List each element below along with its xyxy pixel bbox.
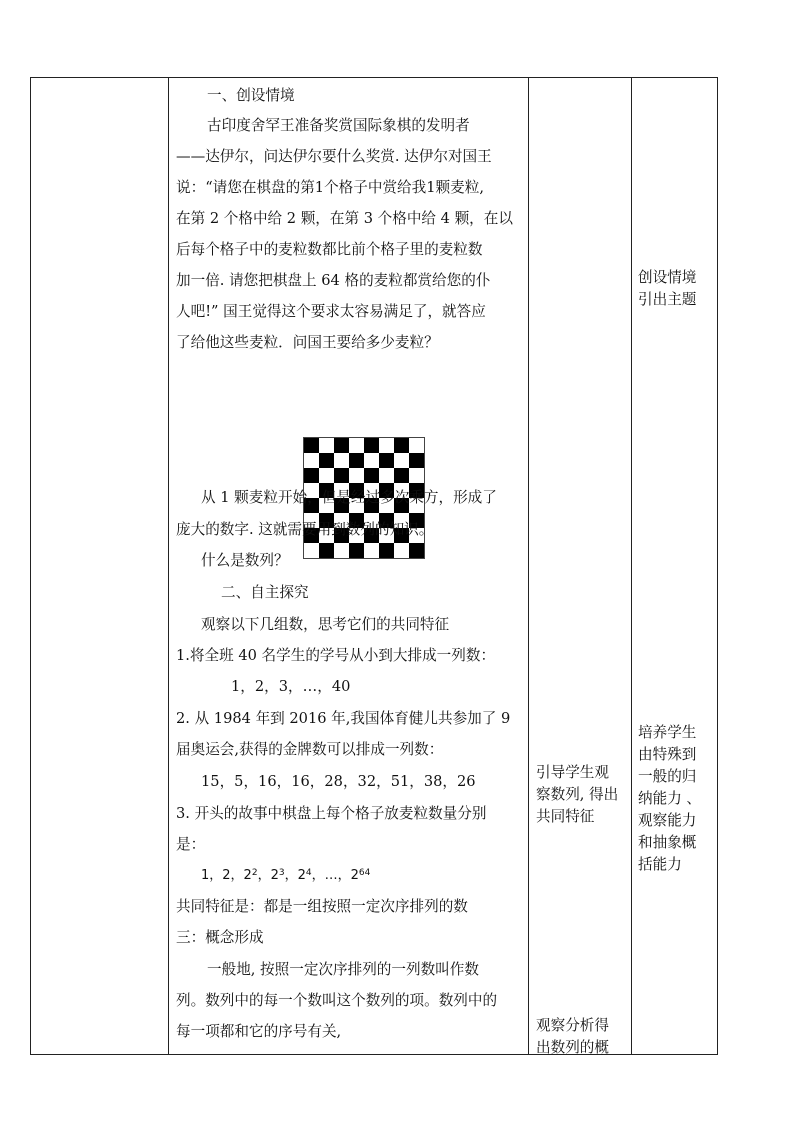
story-line: 在第 2 个格中给 2 颗，在第 3 个格中给 4 颗，在以	[176, 210, 513, 227]
column-divider	[168, 78, 169, 1054]
observe-prompt: 观察以下几组数，思考它们的共同特征	[201, 616, 450, 633]
story-line: 人吧!” 国王觉得这个要求太容易满足了，就答应	[176, 303, 486, 320]
example-1-values: 1，2，3，…，40	[231, 678, 351, 695]
column-divider	[528, 78, 529, 1054]
text-line: 庞大的数字. 这就需要用到数列的知识。	[176, 521, 434, 538]
design-intent-cultivate: 培养学生 由特殊到 一般的归 纳能力 、 观察能力 和抽象概 括能力	[638, 724, 702, 873]
example-1: 1.将全班 40 名学生的学号从小到大排成一列数：	[176, 647, 496, 664]
example-2: 届奥运会,获得的金牌数可以排成一列数：	[176, 741, 444, 758]
example-3: 是：	[176, 836, 206, 853]
section-heading-1: 一、创设情境	[207, 87, 295, 104]
design-intent-create: 创设情境 引出主题	[638, 269, 697, 308]
concept-line: 列。数列中的每一个数叫这个数列的项。数列中的	[176, 992, 498, 1009]
teacher-activity-guide: 引导学生观 察数列, 得出 共同特征	[536, 764, 619, 825]
column-divider	[631, 78, 632, 1054]
story-line: 加一倍. 请您把棋盘上 64 格的麦粒都赏给您的仆	[176, 272, 491, 289]
story-line: 说：“请您在棋盘的第1个格子中赏给我1颗麦粒,	[176, 179, 484, 196]
question: 什么是数列？	[201, 552, 289, 569]
concept-line: 每一项都和它的序号有关,	[176, 1023, 342, 1040]
section-heading-2: 二、自主探究	[221, 584, 309, 601]
story-line: 古印度舍罕王准备奖赏国际象棋的发明者	[207, 117, 470, 134]
example-2: 2. 从 1984 年到 2016 年,我国体育健儿共参加了 9	[176, 710, 511, 727]
lesson-table	[30, 77, 718, 1055]
section-heading-3: 三：概念形成	[176, 929, 264, 946]
story-line: 了给他这些麦粒．问国王要给多少麦粒？	[176, 334, 439, 351]
example-3: 3. 开头的故事中棋盘上每个格子放麦粒数量分别	[176, 805, 487, 822]
example-3-sequence: 1，2，$2^2$，$2^3$，$2^4$，…，$2^{64}$	[201, 868, 371, 883]
story-line: ——达伊尔，问达伊尔要什么奖赏. 达伊尔对国王	[176, 148, 492, 165]
concept-line: 一般地, 按照一定次序排列的一列数叫作数	[207, 961, 479, 978]
example-2-values: 15，5，16，16，28，32，51，38，26	[201, 773, 476, 790]
story-line: 后每个格子中的麦粒数都比前个格子里的麦粒数	[176, 241, 483, 258]
teacher-activity-observe: 观察分析得 出数列的概	[536, 1017, 609, 1056]
common-feature: 共同特征是：都是一组按照一定次序排列的数	[176, 898, 468, 915]
teaching-process-column-lower	[170, 78, 526, 1054]
text-line: 从 1 颗麦粒开始，但是经过多次乘方，形成了	[201, 489, 497, 506]
